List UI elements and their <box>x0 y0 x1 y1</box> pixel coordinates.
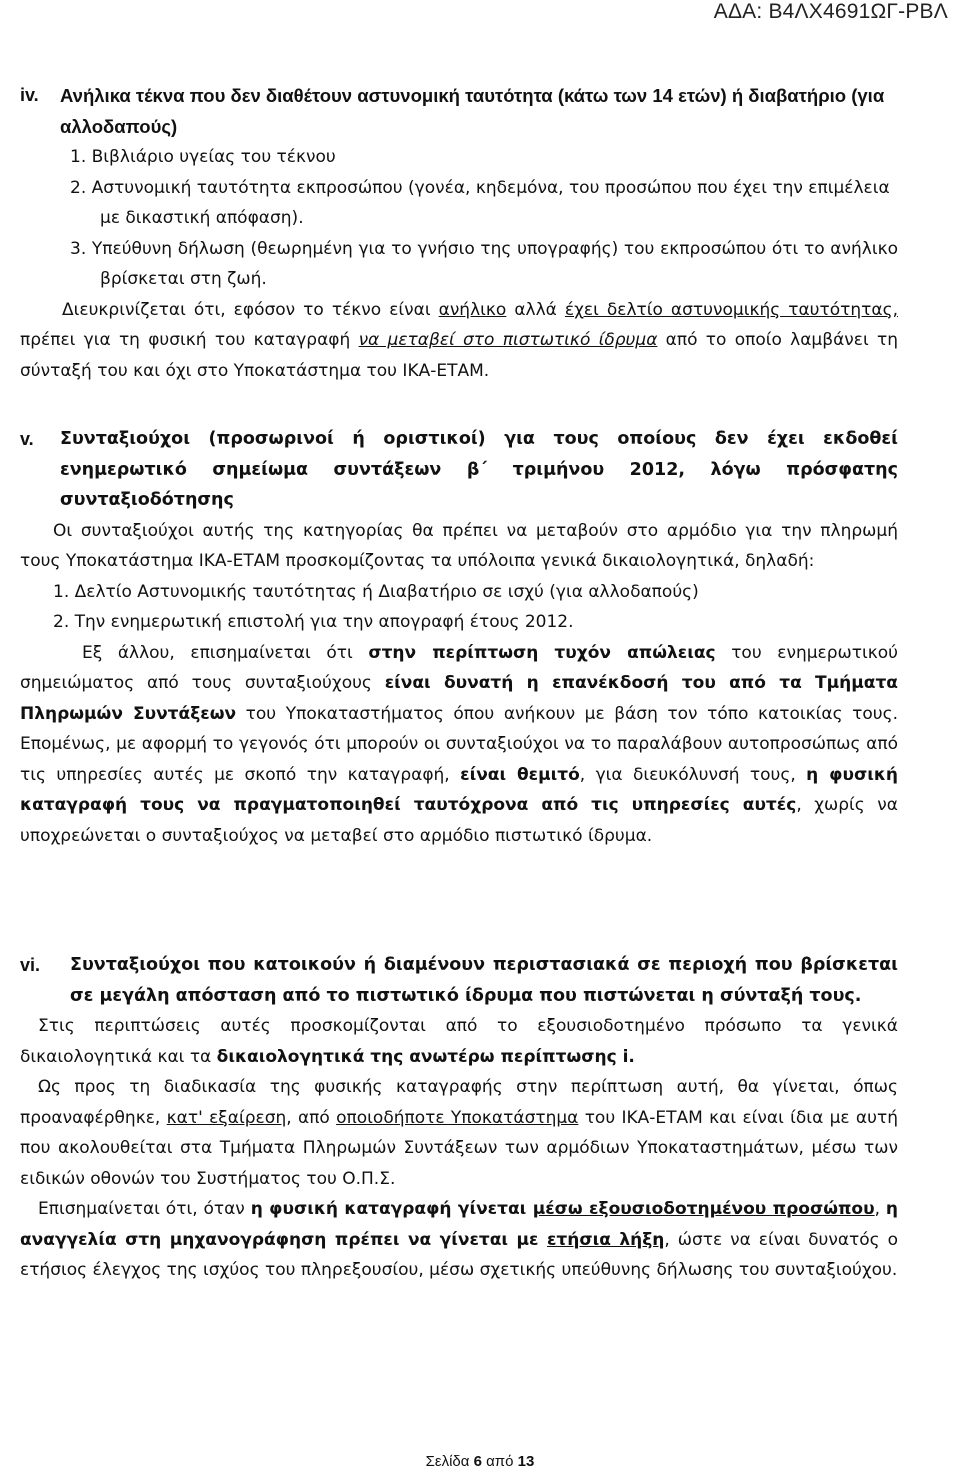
section-iv-item-1: 1. Βιβλιάριο υγείας του τέκνου <box>70 147 336 167</box>
section-iv-note <box>20 295 898 387</box>
footer-page-total: 13 <box>517 1453 535 1470</box>
section-iv-item-3: 3. Υπεύθυνη δήλωση (θεωρημένη για το γνήσιο της υπογραφής) του εκπροσώπου ότι το ανήλικο βρίσκεται στη ζωή. <box>70 238 898 289</box>
p1-text: Στις περιπτώσεις αυτές προσκομίζονται από το εξουσιοδοτημένο πρόσωπο τα γενικά δικαιολογητικά και τα <box>20 1016 898 1067</box>
section-vi-number: vi. <box>20 955 41 975</box>
p3-bold-underline-annual: ετήσια λήξη <box>546 1229 665 1250</box>
para-text: του Υποκαταστήματος όπου ανήκουν με βάση τον τόπο κατοικίας τους. Επομένως, με αφορμή το γεγονός ότι μπορούν οι συνταξιούχοι να το παραλάβουν αυτοπροσώπως από τις υπηρεσίες αυτές με σκοπό την καταγραφή, <box>20 703 898 785</box>
section-vi-p2 <box>20 1072 898 1194</box>
footer-page-number: 6 <box>473 1453 482 1470</box>
para-bold-loss: στην περίπτωση τυχόν απώλειας <box>368 642 716 663</box>
note-text: πρέπει για τη φυσική του καταγραφή <box>20 330 359 350</box>
section-vi-p1 <box>20 1011 898 1072</box>
para-text: , χωρίς να υποχρεώνεται ο συνταξιούχος να μεταβεί στο αρμόδιο πιστωτικό ίδρυμα. <box>20 795 898 846</box>
p3-bold-underline-proxy: μέσω εξουσιοδοτημένου προσώπου <box>532 1199 875 1219</box>
p2-text: Ως προς τη διαδικασία της φυσικής καταγραφής στην περίπτωση αυτή, θα γίνεται, όπως προαναφέρθηκε, <box>20 1077 898 1128</box>
para-bold-reissue: είναι δυνατή η επανέκδοσή του από τα Τμήματα Πληρωμών Συντάξεων <box>20 673 898 724</box>
section-v-intro: Οι συνταξιούχοι αυτής της κατηγορίας θα πρέπει να μεταβούν στο αρμόδιο για την πληρωμή τους Υποκατάστημα ΙΚΑ-ΕΤΑΜ προσκομίζοντας τα υπόλοιπα γενικά δικαιολογητικά, δηλαδή: <box>20 520 898 571</box>
p3-bold: η φυσική καταγραφή γίνεται <box>250 1199 533 1219</box>
page-footer <box>0 1453 960 1470</box>
note-underline-bank: να μεταβεί στο πιστωτικό ίδρυμα <box>358 330 658 350</box>
p3-text: , <box>874 1199 886 1219</box>
p2-text: , από <box>286 1107 337 1128</box>
para-text: του ενημερωτικού σημειώματος από τους συνταξιούχους <box>20 642 899 693</box>
p3-text: Επισημαίνεται ότι, όταν <box>38 1199 251 1219</box>
section-vi <box>20 950 898 1286</box>
p2-text: του ΙΚΑ-ΕΤΑΜ και είναι ίδια με αυτή που ακολουθείται στα Τμήματα Πληρωμών Συντάξεων των αρμόδιων Υποκαταστημάτων, μέσω των ειδικών οθονών του Συστήματος του Ο.Π.Σ. <box>20 1107 898 1189</box>
note-text: από το οποίο λαμβάνει τη σύνταξή του και όχι στο Υποκατάστημα του ΙΚΑ-ΕΤΑΜ. <box>20 330 898 381</box>
section-iv-title: Ανήλικα τέκνα που δεν διαθέτουν αστυνομική ταυτότητα (κάτω των 14 ετών) ή διαβατήριο (για αλλοδαπούς) <box>60 85 885 137</box>
note-underline-id: έχει δελτίο αστυνομικής ταυτότητας, <box>564 299 898 320</box>
note-underline-minor: ανήλικο <box>438 299 507 320</box>
para-bold-legit: είναι θεμιτό <box>460 764 580 785</box>
para-text: , για διευκόλυνσή τους, <box>579 764 807 785</box>
section-v <box>20 424 898 851</box>
p3-text: , ώστε να είναι δυνατός ο ετήσιος έλεγχος της ισχύος του πληρεξουσίου, μέσω σχετικής υπεύθυνης δήλωσης του συνταξιούχου. <box>20 1229 898 1280</box>
p3-bold: η αναγγελία στη μηχανογράφηση πρέπει να γίνεται με <box>20 1199 898 1250</box>
section-v-title: Συνταξιούχοι (προσωρινοί ή οριστικοί) για τους οποίους δεν έχει εκδοθεί ενημερωτικό σημείωμα συντάξεων β΄ τριμήνου 2012, λόγω πρόσφατης συνταξιοδότησης <box>60 429 898 510</box>
note-text: Διευκρινίζεται ότι, εφόσον το τέκνο είναι <box>62 299 439 320</box>
p2-underline-exception: κατ' εξαίρεση <box>166 1107 287 1128</box>
section-iv-number: iv. <box>20 85 39 105</box>
p1-bold: δικαιολογητικά της ανωτέρω περίπτωσης i. <box>216 1046 635 1067</box>
p2-underline-branch: οποιοδήποτε Υποκατάστημα <box>336 1107 579 1128</box>
section-v-number: v. <box>20 429 34 449</box>
section-iv <box>20 80 898 386</box>
para-bold-registration: η φυσική καταγραφή τους να πραγματοποιηθεί ταυτόχρονα από τις υπηρεσίες αυτές <box>20 764 898 815</box>
ada-code: ΑΔΑ: Β4ΛΧ4691ΩΓ-ΡΒΛ <box>713 0 948 23</box>
note-text: αλλά <box>506 299 565 320</box>
section-vi-p3 <box>20 1194 898 1286</box>
footer-of: από <box>481 1453 518 1470</box>
section-vi-title: Συνταξιούχοι που κατοικούν ή διαμένουν περιστασιακά σε περιοχή που βρίσκεται σε μεγάλη απόσταση από το πιστωτικό ίδρυμα που πιστώνεται η σύνταξή τους. <box>70 955 898 1006</box>
section-v-item-1: 1. Δελτίο Αστυνομικής ταυτότητας ή Διαβατήριο σε ισχύ (για αλλοδαπούς) <box>53 581 699 602</box>
section-v-item-2: 2. Την ενημερωτική επιστολή για την απογραφή έτους 2012. <box>53 612 574 632</box>
section-iv-item-2: 2. Αστυνομική ταυτότητα εκπροσώπου (γονέα, κηδεμόνα, του προσώπου που έχει την επιμέλεια με δικαστική απόφαση). <box>70 177 890 228</box>
para-text: Εξ άλλου, επισημαίνεται ότι <box>82 642 369 663</box>
section-v-paragraph <box>20 638 898 852</box>
footer-label: Σελίδα <box>425 1453 474 1470</box>
